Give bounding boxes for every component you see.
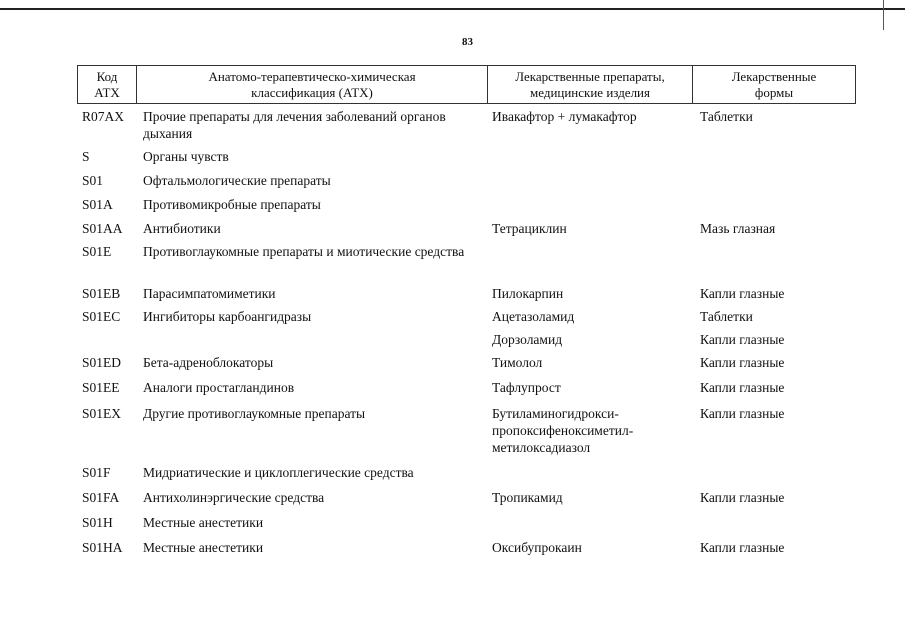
cell-form: Мазь глазная <box>700 221 776 236</box>
cell-code: S01A <box>82 197 113 212</box>
cell-drug <box>492 172 700 189</box>
table-header <box>77 65 856 104</box>
cell-form: Капли глазные <box>700 355 785 370</box>
cell-drug: Бутиламиногидрокси- пропоксифеноксиметил- метилоксадиазол <box>492 406 634 455</box>
header-drugs-label: Лекарственные препараты, медицинские изделия <box>515 68 665 100</box>
cell-drug: Дорзоламид <box>492 332 563 347</box>
table-row <box>82 172 862 189</box>
cell-name <box>143 331 492 348</box>
cell-code: S01F <box>82 465 111 480</box>
table-row <box>82 489 862 506</box>
cell-code: S01H <box>82 515 113 530</box>
cell-name: Ингибиторы карбоангидразы <box>143 309 312 324</box>
table-row <box>82 220 862 237</box>
table-row <box>82 464 862 481</box>
cell-drug <box>492 148 700 165</box>
cell-drug: Тетрациклин <box>492 221 567 236</box>
cell-code: S01E <box>82 244 112 259</box>
cell-code: S01EX <box>82 406 122 421</box>
cell-form: Капли глазные <box>700 490 785 505</box>
top-rule <box>0 8 905 10</box>
cell-drug: Тафлупрост <box>492 380 561 395</box>
cell-code: S01HA <box>82 540 123 555</box>
cell-name: Противоглаукомные препараты и миотические средства <box>143 244 465 259</box>
cell-code: R07AX <box>82 109 125 124</box>
header-code <box>78 66 137 103</box>
table-row <box>82 514 862 531</box>
header-code-label: Код АТХ <box>94 68 120 100</box>
cell-drug <box>492 514 700 531</box>
table-row <box>82 285 862 302</box>
table-row <box>82 405 862 456</box>
cell-form: Капли глазные <box>700 406 785 421</box>
header-forms-label: Лекарственные формы <box>731 68 817 100</box>
cell-code: S01EB <box>82 286 121 301</box>
table-row <box>82 196 862 213</box>
cell-name: Местные анестетики <box>143 515 264 530</box>
cell-name: Противомикробные препараты <box>143 197 321 212</box>
right-edge-rule <box>883 0 884 30</box>
table-row <box>82 539 862 556</box>
cell-code: S01ED <box>82 355 122 370</box>
cell-name: Другие противоглаукомные препараты <box>143 406 366 421</box>
cell-drug: Оксибупрокаин <box>492 540 582 555</box>
cell-drug <box>492 196 700 213</box>
cell-code: S01AA <box>82 221 123 236</box>
table-row <box>82 148 862 165</box>
header-classification-label: Анатомо-терапевтическо-химическая классификация (АТХ) <box>208 68 416 100</box>
table-row <box>82 243 862 260</box>
cell-name: Антибиотики <box>143 221 221 236</box>
cell-code: S01EE <box>82 380 120 395</box>
cell-form: Капли глазные <box>700 380 785 395</box>
cell-form: Капли глазные <box>700 286 785 301</box>
cell-drug: Пилокарпин <box>492 286 564 301</box>
cell-form <box>700 196 862 213</box>
table-row <box>82 308 862 325</box>
cell-name: Парасимпатомиметики <box>143 286 276 301</box>
header-drugs <box>488 66 693 103</box>
cell-name: Мидриатические и циклоплегические средства <box>143 465 414 480</box>
cell-code: S <box>82 149 90 164</box>
cell-code <box>82 331 143 348</box>
cell-code: S01FA <box>82 490 120 505</box>
cell-form <box>700 514 862 531</box>
cell-drug: Тимолол <box>492 355 543 370</box>
cell-name: Антихолинэргические средства <box>143 490 325 505</box>
cell-name: Местные анестетики <box>143 540 264 555</box>
header-forms <box>693 66 855 103</box>
cell-code: S01 <box>82 173 104 188</box>
cell-form <box>700 148 862 165</box>
cell-name: Бета-адреноблокаторы <box>143 355 274 370</box>
cell-drug: Тропикамид <box>492 490 563 505</box>
table-row <box>82 108 862 142</box>
cell-form <box>700 243 862 260</box>
cell-form: Капли глазные <box>700 332 785 347</box>
page-number: 83 <box>462 36 473 48</box>
table-row <box>82 379 862 396</box>
cell-name: Аналоги простагландинов <box>143 380 295 395</box>
cell-code: S01EC <box>82 309 121 324</box>
cell-form: Таблетки <box>700 109 753 124</box>
header-classification <box>137 66 488 103</box>
table-row <box>82 331 862 348</box>
cell-drug: Ивакафтор + лумакафтор <box>492 109 637 124</box>
cell-form <box>700 464 862 481</box>
cell-drug <box>492 464 700 481</box>
cell-drug <box>492 243 700 260</box>
cell-form <box>700 172 862 189</box>
cell-name: Органы чувств <box>143 149 229 164</box>
cell-name: Офтальмологические препараты <box>143 173 331 188</box>
table-row <box>82 354 862 371</box>
cell-form: Капли глазные <box>700 540 785 555</box>
cell-form: Таблетки <box>700 309 753 324</box>
cell-name: Прочие препараты для лечения заболеваний органов дыхания <box>143 109 446 141</box>
cell-drug: Ацетазоламид <box>492 309 575 324</box>
